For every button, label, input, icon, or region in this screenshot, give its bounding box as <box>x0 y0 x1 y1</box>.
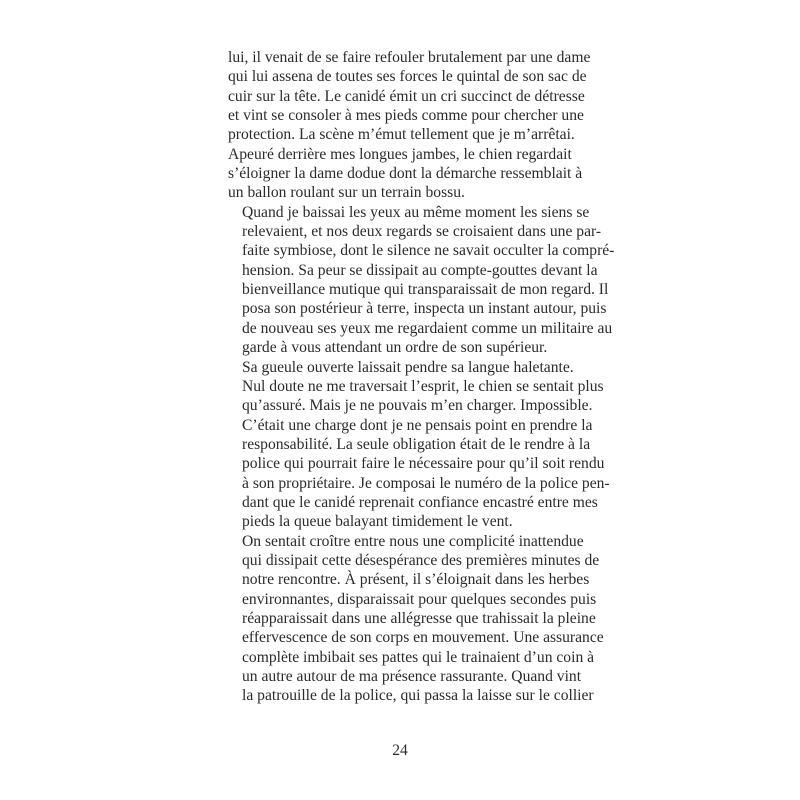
text-line: pieds la queue balayant timidement le vent. <box>242 513 513 531</box>
text-line: relevaient, et nos deux regards se croisaient dans une par- <box>242 223 602 241</box>
text-line: On sentait croître entre nous une complicité inattendue <box>242 532 584 550</box>
text-line: Quand je baissai les yeux au même moment les siens se <box>242 203 590 221</box>
text-line: dant que le canidé reprenait confiance encastré entre mes <box>242 493 598 511</box>
text-line: complète imbibait ses pattes qui le trainaient d’un coin à <box>242 648 595 666</box>
text-line: Nul doute ne me traversait l’esprit, le chien se sentait plus <box>242 377 604 395</box>
text-line: posa son postérieur à terre, inspecta un instant autour, puis <box>242 300 607 318</box>
text-line: Sa gueule ouverte laissait pendre sa langue haletante. <box>242 358 574 376</box>
paragraph <box>228 358 610 532</box>
text-line: un ballon roulant sur un terrain bossu. <box>228 184 465 202</box>
page-number: 24 <box>392 742 408 759</box>
text-line: responsabilité. La seule obligation était de le rendre à la <box>242 435 591 453</box>
text-line: police qui pourrait faire le nécessaire pour qu’il soit rendu <box>242 455 605 473</box>
text-line: cuir sur la tête. Le canidé émit un cri succinct de détresse <box>228 87 585 105</box>
text-line: faite symbiose, dont le silence ne savait occulter la compré- <box>242 242 615 260</box>
text-line: qui dissipait cette désespérance des premières minutes de <box>242 551 600 569</box>
text-line: et vint se consoler à mes pieds comme pour chercher une <box>228 107 584 125</box>
text-line: s’éloigner la dame dodue dont la démarche ressemblait à <box>228 165 583 183</box>
text-line: environnantes, disparaissait pour quelques secondes puis <box>242 590 597 608</box>
paragraph <box>228 48 591 203</box>
text-line: bienveillance mutique qui transparaissait de mon regard. Il <box>242 281 609 299</box>
text-line: effervescence de son corps en mouvement. Une assurance <box>242 629 604 647</box>
text-line: réapparaissait dans une allégresse que trahissait la pleine <box>242 609 596 627</box>
body-text <box>228 48 615 706</box>
text-line: de nouveau ses yeux me regardaient comme un militaire au <box>242 319 613 337</box>
text-line: protection. La scène m’émut tellement que je m’arrêtai. <box>228 126 575 144</box>
text-line: Apeuré derrière mes longues jambes, le chien regardait <box>228 145 572 163</box>
text-line: C’était une charge dont je ne pensais point en prendre la <box>242 416 593 434</box>
text-line: à son propriétaire. Je composai le numéro de la police pen- <box>242 474 610 492</box>
text-line: lui, il venait de se faire refouler brutalement par une dame <box>228 49 591 66</box>
text-line: hension. Sa peur se dissipait au compte-gouttes devant la <box>242 261 598 279</box>
paragraph <box>228 532 604 706</box>
text-line: garde à vous attendant un ordre de son supérieur. <box>242 339 548 357</box>
text-line: la patrouille de la police, qui passa la laisse sur le collier <box>242 687 594 705</box>
text-line: notre rencontre. À présent, il s’éloignait dans les herbes <box>242 571 590 589</box>
text-line: un autre autour de ma présence rassurante. Quand vint <box>242 668 582 685</box>
text-line: qu’assuré. Mais je ne pouvais m’en charger. Impossible. <box>242 397 593 415</box>
text-line: qui lui assena de toutes ses forces le quintal de son sac de <box>228 68 587 86</box>
paragraph <box>228 203 615 358</box>
